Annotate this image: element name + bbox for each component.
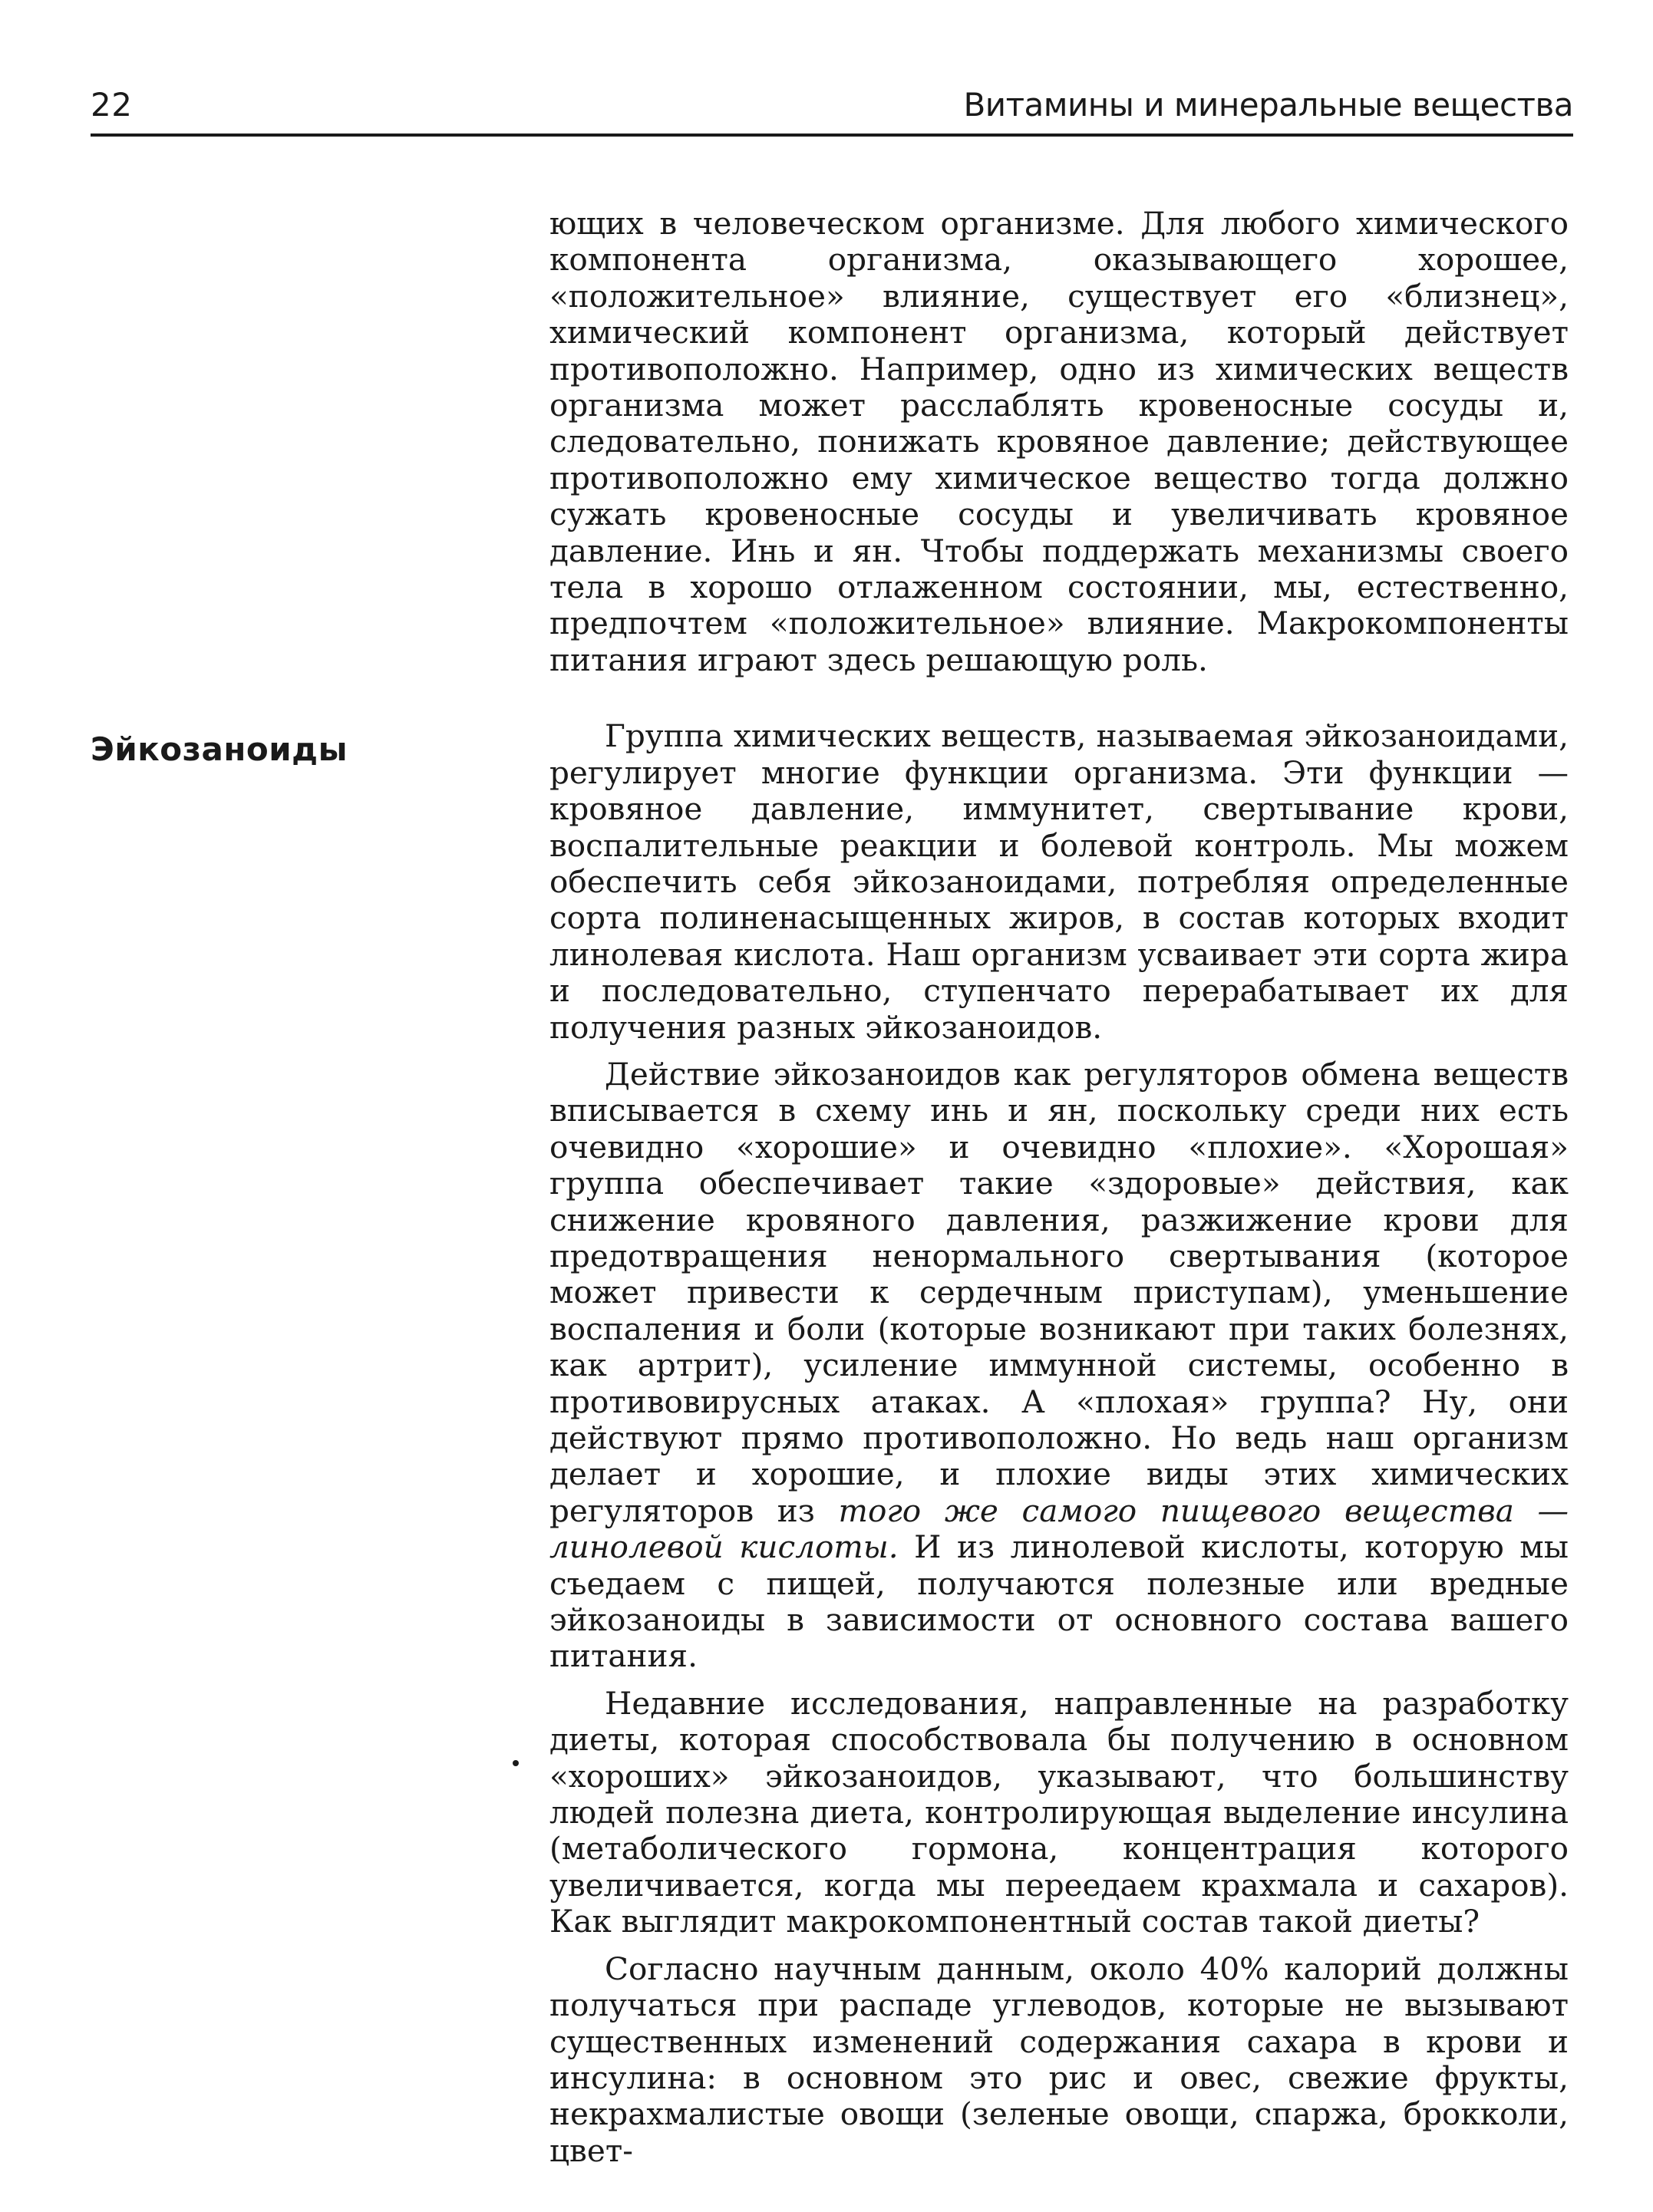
paragraph-yin-yang-regulators [549, 1057, 1569, 1675]
page-header [91, 80, 1573, 137]
running-title: Витамины и минеральные вещества [963, 86, 1573, 124]
paragraph-text: И из линолевой кислоты, которую мы съедаем с пищей, получаются полезные или вредные эйкозаноиды в зависимости от основного состава вашего питания. [549, 1528, 1569, 1675]
page-number: 22 [91, 86, 133, 124]
paragraph-recent-research: Недавние исследования, направленные на разработку диеты, которая способствовала бы получению в основном «хороших» эйкозаноидов, указывают, что большинству людей полезна диета, контролирующая выделение инсулина (метаболического гормона, концентрация которого увеличивается, когда мы переедаем крахмала и сахаров). Как выглядит макрокомпонентный состав такой диеты? [549, 1684, 1569, 1940]
body-text-column [549, 206, 1569, 2180]
paragraph-scientific-data: Согласно научным данным, около 40% калорий должны получаться при распаде углеводов, которые не вызывают существенных изменений содержания сахара в крови и инсулина: в основном это рис и овес, свежие фрукты, некрахмалистые овощи (зеленые овощи, спаржа, брокколи, цвет- [549, 1950, 1569, 2169]
margin-dot-mark [513, 1760, 519, 1766]
section-heading: Эйкозаноиды [91, 730, 348, 768]
paragraph-continued: ющих в человеческом организме. Для любого химического компонента организма, оказывающего хорошее, «положительное» влияние, существует его «близнец», химический компонент организма, который действует противоположно. Например, одно из химических веществ организма может расслаблять кровеносные сосуды и, следовательно, понижать кровяное давление; действующее противоположно ему химическое вещество тогда должно сужать кровеносные сосуды и увеличивать кровяное давление. Инь и ян. Чтобы поддержать механизмы своего тела в хорошо отлаженном состоянии, мы, естественно, предпочтем «положительное» влияние. Макрокомпоненты питания играют здесь решающую роль. [549, 205, 1569, 678]
paragraph-eicosanoids-intro: Группа химических веществ, называемая эйкозаноидами, регулирует многие функции организма. Эти функции — кровяное давление, иммунитет, свертывание крови, воспалительные реакции и болевой контроль. Мы можем обеспечить себя эйкозаноидами, потребляя определенные сорта полиненасыщенных жиров, в состав которых входит линолевая кислота. Наш организм усваивает эти сорта жира и последовательно, ступенчато перерабатывает их для получения разных эйкозаноидов. [549, 717, 1569, 1046]
italic-emphasis: того же самого пищевого вещества — линолевой кислоты. [549, 1492, 1569, 1566]
paragraph-text: Действие эйкозаноидов как регуляторов обмена веществ вписывается в схему инь и ян, поскольку среди них есть очевидно «хорошие» и очевидно «плохие». «Хорошая» группа обеспечивает такие «здоровые» действия, как снижение кровяного давления, разжижение крови для предотвращения ненормального свертывания (которое может привести к сердечным приступам), уменьшение воспаления и боли (которые возникают при таких болезнях, как артрит), усиление иммунной системы, особенно в противовирусных атаках. А «плохая» группа? Ну, они действуют прямо противоположно. Но ведь наш организм делает и хорошие, и плохие виды этих химических регуляторов из [549, 1055, 1569, 1529]
